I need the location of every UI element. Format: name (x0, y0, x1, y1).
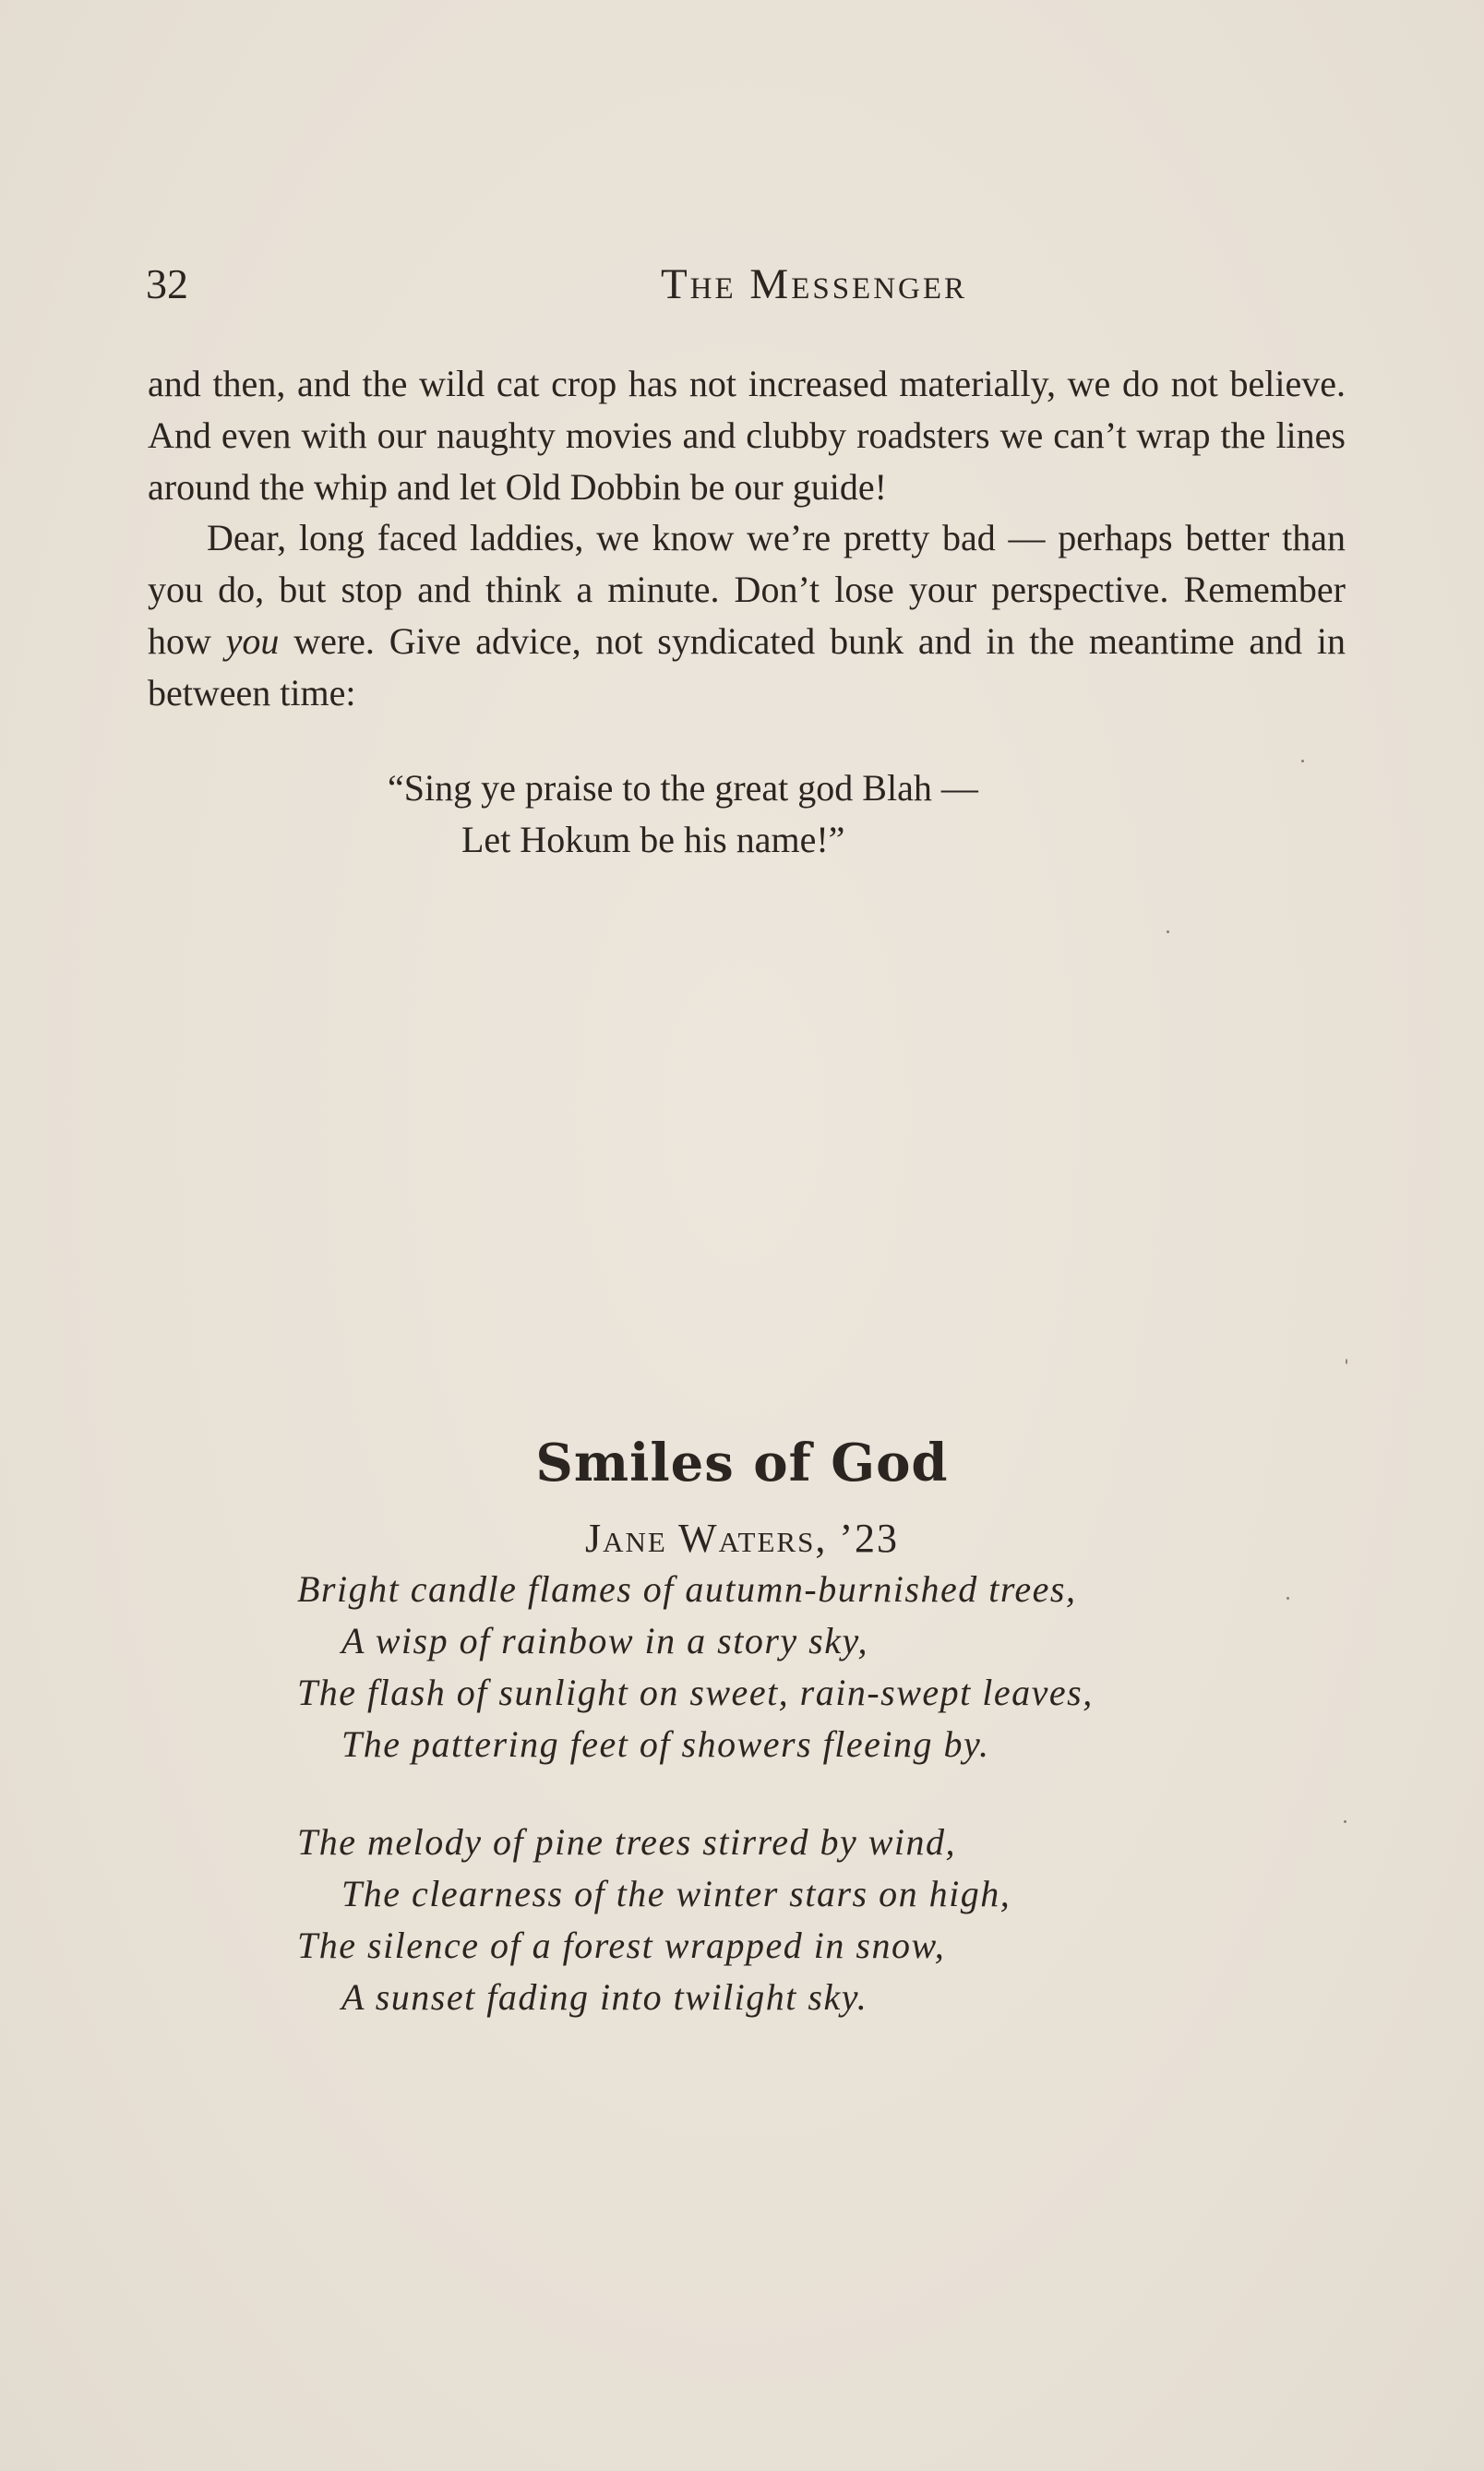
quote-line: “Sing ye praise to the great god Blah — (388, 767, 978, 809)
paragraph (148, 512, 1346, 718)
paper-speck (1344, 1820, 1346, 1823)
poem-body (297, 1564, 1312, 2069)
poem-line: The silence of a forest wrapped in snow, (297, 1925, 946, 1966)
poem-line: The pattering feet of showers fleeing by. (341, 1723, 990, 1765)
prose-body (148, 358, 1346, 719)
page-header (146, 257, 1346, 312)
paragraph: and then, and the wild cat crop has not increased materially, we do not believe. And even with our naughty movies and clubby roadsters we can’t wrap the lines around the whip and let Old Dobbin be our guide! (148, 363, 1346, 508)
poem-line: The flash of sunlight on sweet, rain-swept leaves, (297, 1672, 1094, 1713)
stanza (297, 1817, 1312, 2023)
paragraph-text: Dear, long faced laddies, we know we’re pretty bad — perhaps better than you do, but stop and think a minute. Don’t lose your perspective. Remember how (148, 517, 1346, 662)
paragraph-text: were. Give advice, not syndicated bunk and in the meantime and in between time: (148, 619, 1346, 714)
emphasis: you (225, 619, 280, 662)
paper-speck (1301, 760, 1304, 762)
poem-author: Jane Waters, ’23 (585, 1516, 899, 1561)
stanza (297, 1564, 1312, 1770)
quote-line: Let Hokum be his name!” (461, 819, 845, 860)
poem-line: Bright candle flames of autumn-burnished trees, (297, 1568, 1077, 1610)
running-title: The Messenger (660, 260, 968, 308)
page-number: 32 (146, 260, 188, 307)
verse-quote (388, 762, 1218, 866)
poem-line: The clearness of the winter stars on high, (341, 1873, 1011, 1914)
paper-speck (1346, 1359, 1347, 1364)
poem-line: The melody of pine trees stirred by wind, (297, 1821, 956, 1863)
poem-title: Smiles of God (535, 1433, 949, 1493)
poem-line: A sunset fading into twilight sky. (341, 1976, 868, 2018)
paper-speck (1167, 930, 1169, 933)
paper-speck (1287, 1597, 1289, 1600)
poem-line: A wisp of rainbow in a story sky, (341, 1620, 869, 1661)
